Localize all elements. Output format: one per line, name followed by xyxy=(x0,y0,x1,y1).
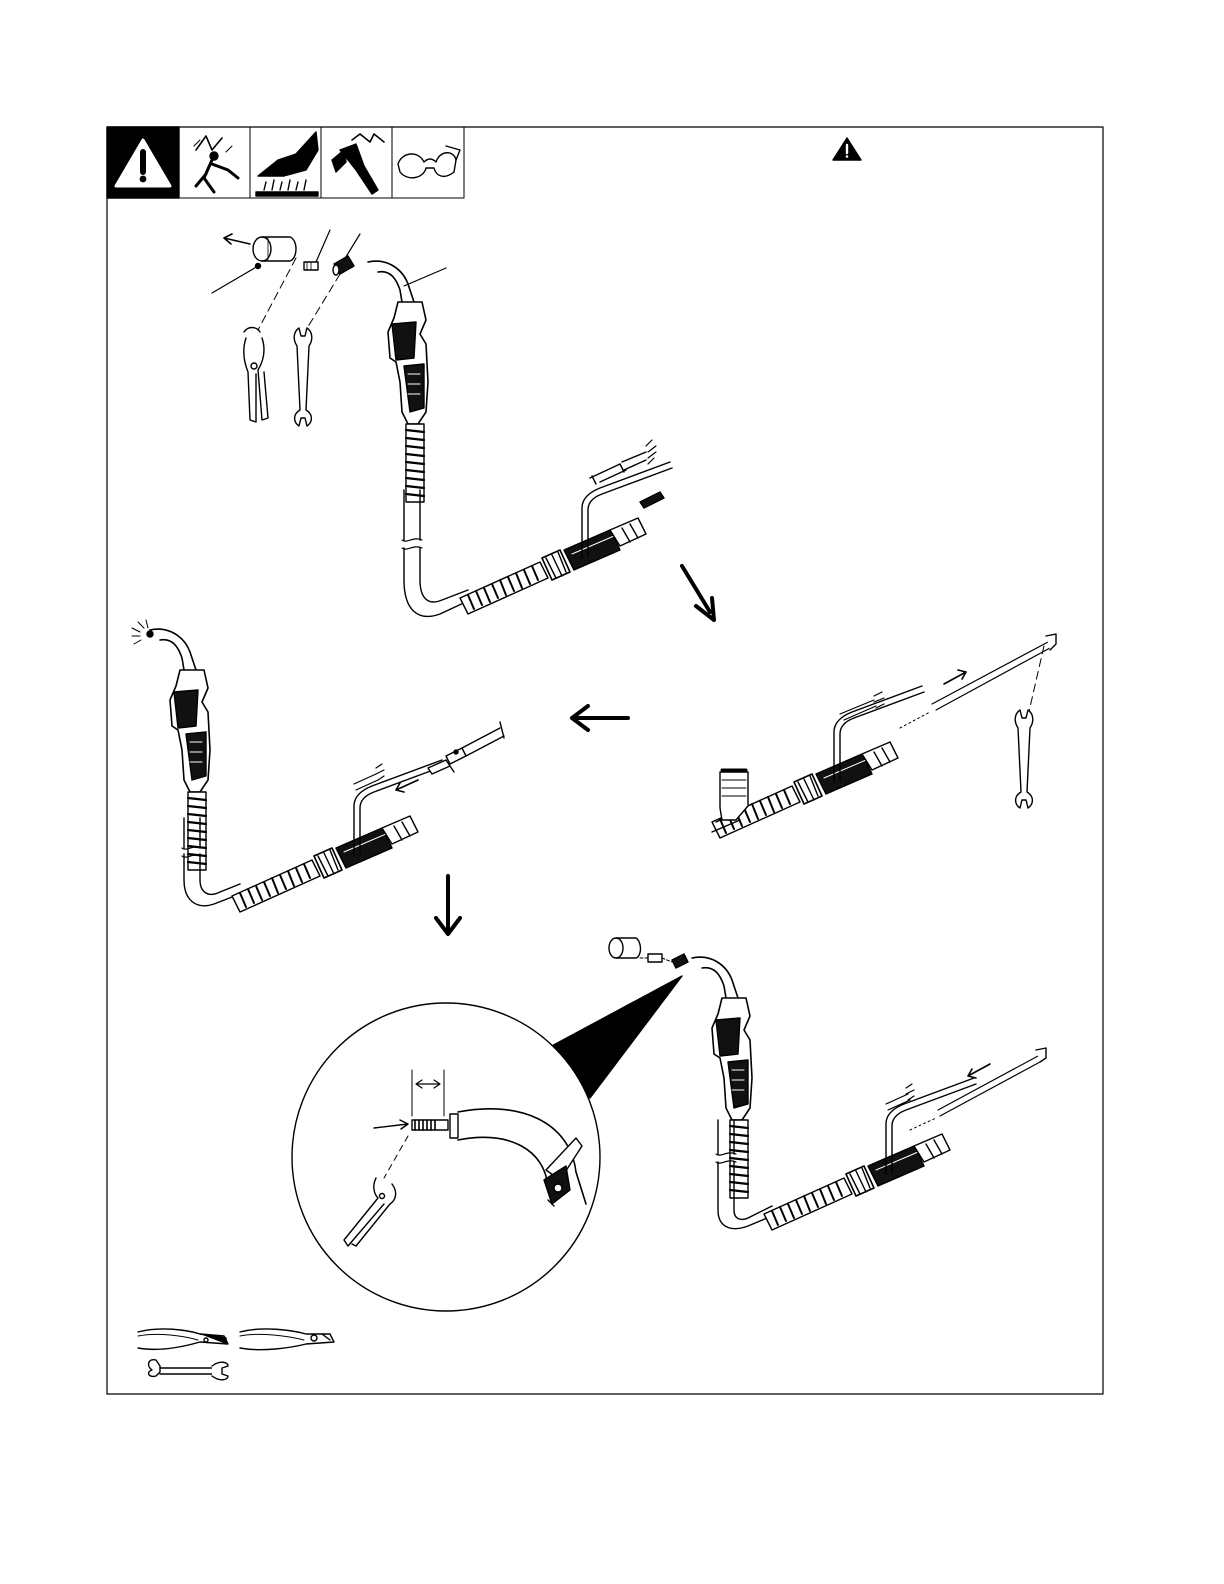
hand-injury-icon xyxy=(321,127,392,198)
general-warning-icon xyxy=(107,127,179,198)
open-end-wrench-icon-2 xyxy=(1015,710,1033,808)
tool-legend xyxy=(138,1329,334,1380)
electric-shock-icon xyxy=(179,127,250,198)
slip-joint-pliers-icon xyxy=(244,328,268,423)
step2-liner-removal xyxy=(712,634,1056,838)
wire-cutters-legend-icon xyxy=(138,1329,228,1349)
open-end-wrench-icon xyxy=(294,328,312,426)
diagram-frame xyxy=(107,127,1103,1394)
step1-disassembled-gun xyxy=(212,230,672,616)
open-end-wrench-legend-icon xyxy=(149,1360,228,1380)
slip-joint-pliers-legend-icon xyxy=(240,1329,334,1350)
safety-glasses-icon xyxy=(392,127,464,198)
liner-trim-detail xyxy=(292,1003,600,1311)
step-arrow-down xyxy=(436,876,460,934)
step-arrow-left xyxy=(572,706,628,730)
hot-parts-icon xyxy=(250,127,321,198)
nozzle xyxy=(253,237,296,261)
step-arrow-down-right xyxy=(682,566,714,620)
step4-reassembled-gun xyxy=(548,938,1046,1230)
warning-triangle-icon xyxy=(833,138,861,160)
step3-install-liner xyxy=(132,620,504,912)
